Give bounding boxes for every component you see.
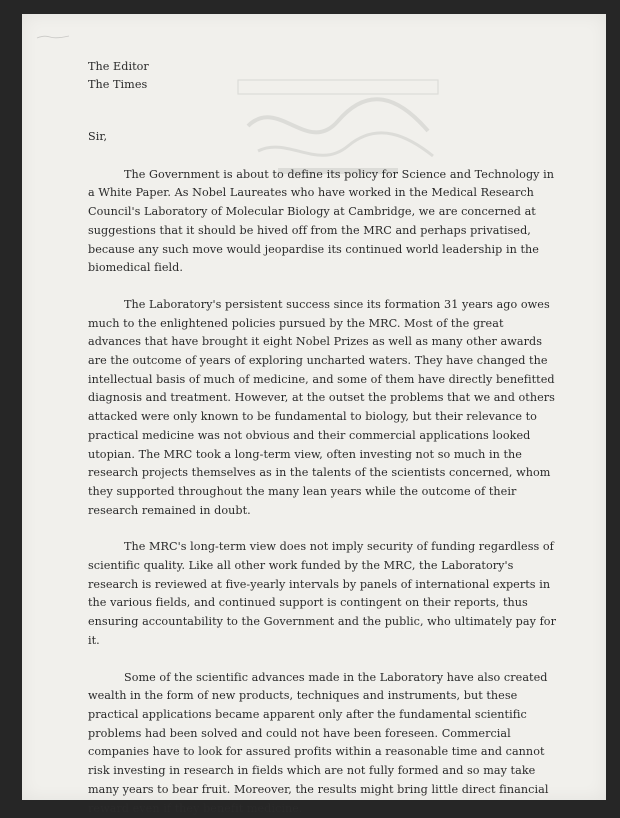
paragraph-white-paper: The Government is about to define its policy for Science and Technology in a White Paper. As Nobel Laureates who have worked in the Medical Research Council's Laboratory of Molecular Biology at Cambridge, we are concerned at suggestions that it should be hived off from the MRC and perhaps privatised, because any such move would jeopardise its continued world leadership in the biomedical field.	[88, 167, 555, 275]
recipient-line-publication: The Times	[88, 78, 148, 91]
paragraph-commercial-applications: Some of the scientific advances made in the Laboratory have also created wealth in the form of new products, techniques and instruments, but these practical applications became apparent only after the fundamental scientific problems had been solved and could not have been foreseen. Commercial companies have to look for assured profits within a reasonable time and cannot risk investing in research in fields which are not fully formed and so may take many years to bear fruit. Moreover, the results might bring little direct financial reward even if they benefit medicine.	[88, 670, 549, 815]
salutation: Sir,	[88, 130, 108, 143]
pencil-mark	[36, 34, 70, 40]
paragraph-funding-review: The MRC's long-term view does not imply security of funding regardless of scientific quality. Like all other work funded by the MRC, the Laboratory's research is reviewed at five-yearly intervals by panels of international experts in the various fields, and continued support is contingent on their reports, thus ensuring accountability to the Government and the public, who ultimately pay for it.	[88, 540, 556, 647]
letter-page	[22, 14, 606, 815]
recipient-line-editor: The Editor	[88, 60, 149, 73]
paragraph-laboratory-success: The Laboratory's persistent success since its formation 31 years ago owes much to the enlightened policies pursued by the MRC. Most of the great advances that have brought it eight Nobel Prizes as well as many other awards are the outcome of years of exploring uncharted waters. They have changed the intellectual basis of much of medicine, and some of them have directly benefitted diagnosis and treatment. However, at the outset the problems that we and others attacked were only known to be fundamental to biology, but their relevance to practical medicine was not obvious and their commercial applications looked utopian. The MRC took a long-term view, often investing not so much in the research projects themselves as in the talents of the scientists concerned, whom they supported throughout the many lean years while the outcome of their research remained in doubt.	[88, 297, 555, 517]
letter-body	[88, 58, 558, 818]
